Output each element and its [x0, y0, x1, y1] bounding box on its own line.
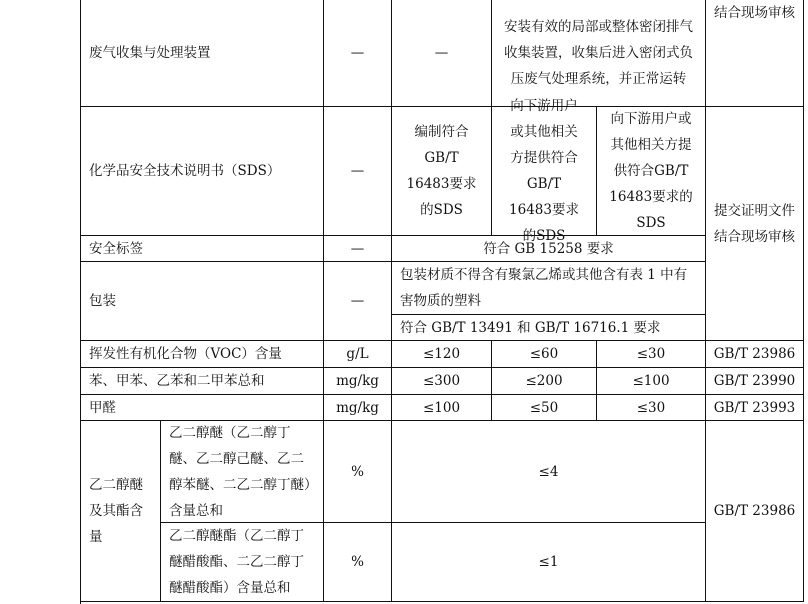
- exhaust-req-bc-text: 安装有效的局部或整体密闭排气收集装置，收集后进入密闭式负压废气处理系统，并正常运转: [504, 19, 693, 87]
- voc-method-text: GB/T 23986: [713, 346, 796, 362]
- glycol-ether-unit-text: %: [351, 463, 364, 480]
- sds-req-c-text: 向下游用户或其他相关方提供符合GB/T 16483要求的SDS: [609, 111, 693, 231]
- voc-unit-text: g/L: [346, 346, 369, 362]
- label-req: [392, 236, 705, 261]
- sds-item-text: 化学品安全技术说明书（SDS）: [89, 163, 281, 179]
- glycol-group: [81, 421, 160, 601]
- sds-req-a-text: 编制符合GB/T 16483要求的SDS: [406, 124, 477, 218]
- glycol-ester-value-text: ≤1: [538, 554, 559, 570]
- group-method: [706, 107, 803, 340]
- exhaust-unit-text: —: [350, 45, 365, 61]
- glycol-ether-unit: [324, 421, 391, 522]
- row-rule: [80, 601, 804, 602]
- packaging-item-text: 包装: [89, 293, 116, 309]
- exhaust-method-text: 结合现场审核: [714, 5, 795, 21]
- benzene-b: [492, 368, 596, 394]
- sds-unit: [324, 107, 391, 235]
- formaldehyde-b: [492, 395, 596, 420]
- formaldehyde-method-text: GB/T 23993: [713, 399, 796, 416]
- glycol-ester-item: [161, 523, 323, 601]
- voc-a-text: ≤120: [422, 346, 461, 362]
- glycol-ether-item-text: 乙二醇醚（乙二醇丁醚、乙二醇己醚、乙二醇苯醚、二乙二醇丁醚）含量总和: [169, 424, 311, 519]
- packaging-item: [81, 262, 323, 340]
- formaldehyde-c-text: ≤30: [636, 399, 666, 416]
- benzene-a: [392, 368, 491, 394]
- exhaust-item: [81, 0, 323, 106]
- glycol-ester-unit: [324, 523, 391, 601]
- packaging-req-2-text: 符合 GB/T 13491 和 GB/T 16716.1 要求: [400, 319, 661, 336]
- exhaust-req-a: [392, 0, 491, 106]
- voc-unit: [324, 341, 391, 367]
- glycol-ester-unit-text: %: [351, 554, 364, 570]
- glycol-group-text: 乙二醇醚及其酯含量: [89, 477, 143, 545]
- benzene-a-text: ≤300: [422, 373, 461, 389]
- voc-a: [392, 341, 491, 367]
- glycol-ether-value: [392, 421, 705, 522]
- sds-req-a: [392, 107, 491, 235]
- voc-b-text: ≤60: [529, 346, 559, 362]
- glycol-ester-value: [392, 523, 705, 601]
- formaldehyde-a-text: ≤100: [422, 399, 461, 416]
- label-item-text: 安全标签: [89, 240, 143, 257]
- exhaust-req-bc: [492, 0, 705, 106]
- sds-req-b: [492, 98, 596, 244]
- voc-c: [597, 341, 705, 367]
- sds-req-b-text: 向下游用户或其他相关方提供符合GB/T 16483要求的SDS: [509, 98, 579, 244]
- voc-method: [706, 341, 803, 367]
- formaldehyde-b-text: ≤50: [529, 399, 559, 416]
- label-item: [81, 236, 323, 261]
- formaldehyde-unit: [324, 395, 391, 420]
- label-unit: [324, 236, 391, 261]
- benzene-c: [597, 368, 705, 394]
- packaging-unit: [324, 262, 391, 340]
- benzene-b-text: ≤200: [525, 373, 563, 389]
- formaldehyde-a: [392, 395, 491, 420]
- packaging-req-2: [392, 315, 705, 340]
- formaldehyde-item: [81, 395, 323, 420]
- glycol-method-text: GB/T 23986: [713, 503, 796, 519]
- column-rule: [803, 0, 804, 602]
- benzene-method: [706, 368, 803, 394]
- exhaust-unit: [324, 0, 391, 106]
- voc-item-text: 挥发性有机化合物（VOC）含量: [89, 346, 282, 362]
- glycol-ether-value-text: ≤4: [538, 463, 559, 480]
- voc-b: [492, 341, 596, 367]
- sds-req-c: [597, 107, 705, 235]
- voc-c-text: ≤30: [636, 346, 666, 362]
- formaldehyde-item-text: 甲醛: [89, 399, 116, 416]
- label-req-text: 符合 GB 15258 要求: [483, 240, 614, 257]
- benzene-unit: [324, 368, 391, 394]
- glycol-method: [706, 421, 803, 601]
- exhaust-req-a-text: —: [434, 45, 449, 61]
- benzene-c-text: ≤100: [632, 373, 670, 389]
- benzene-item: [81, 368, 323, 394]
- benzene-unit-text: mg/kg: [336, 373, 379, 389]
- sds-unit-text: —: [350, 163, 365, 179]
- voc-item: [81, 341, 323, 367]
- formaldehyde-method: [706, 395, 803, 420]
- formaldehyde-c: [597, 395, 705, 420]
- exhaust-method: [706, 0, 803, 106]
- glycol-ether-item: [161, 421, 323, 522]
- group-method-text: 提交证明文件结合现场审核: [714, 202, 795, 245]
- formaldehyde-unit-text: mg/kg: [336, 399, 379, 416]
- glycol-ester-item-text: 乙二醇醚酯（乙二醇丁醚醋酸酯、二乙二醇丁醚醋酸酯）含量总和: [169, 528, 304, 596]
- label-unit-text: —: [350, 240, 365, 257]
- benzene-item-text: 苯、甲苯、乙苯和二甲苯总和: [89, 373, 265, 389]
- exhaust-item-text: 废气收集与处理装置: [89, 45, 211, 61]
- packaging-unit-text: —: [350, 293, 365, 309]
- benzene-method-text: GB/T 23990: [713, 373, 796, 389]
- sds-item: [81, 107, 323, 235]
- packaging-req-1: [392, 262, 705, 314]
- packaging-req-1-text: 包装材质不得含有聚氯乙烯或其他含有表 1 中有害物质的塑料: [400, 267, 688, 309]
